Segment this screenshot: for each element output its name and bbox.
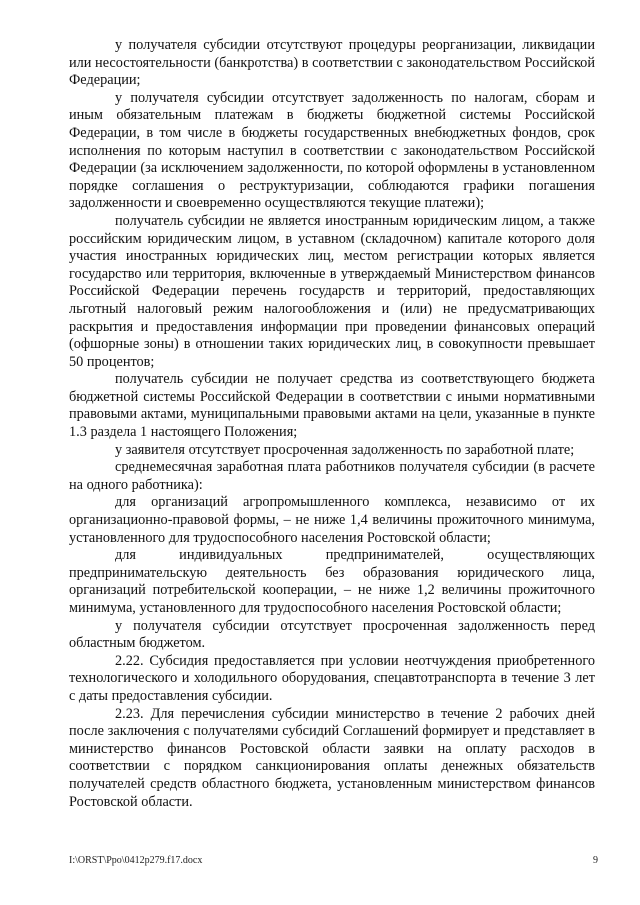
paragraph-agro-organizations: для организаций агропромышленного комплекса, независимо от их организационно-правовой формы, – не ниже 1,4 величины прожиточного минимума, установленного для трудоспособного населения Ростовской области; (69, 494, 595, 546)
paragraph-clause-2-22: 2.22. Субсидия предоставляется при условии неотчуждения приобретенного технологического и холодильного оборудования, спецавтотранспорта в течение 3 лет с даты предоставления субсидии. (69, 652, 595, 704)
document-body (69, 37, 595, 811)
paragraph-no-regional-debt: у получателя субсидии отсутствует просроченная задолженность перед областным бюджетом. (69, 617, 595, 652)
footer-page-number: 9 (593, 855, 598, 866)
footer-file-path: I:\ORST\Ppo\0412p279.f17.docx (69, 855, 203, 866)
paragraph-no-wage-arrears: у заявителя отсутствует просроченная задолженность по заработной плате; (115, 441, 575, 458)
paragraph-individual-entrepreneurs: для индивидуальных предпринимателей, осуществляющих предпринимательскую деятельность без образования юридического лица, организаций потребительской кооперации, – не ниже 1,2 величины прожиточного минимума, установленного для трудоспособного населения Ростовской области; (69, 547, 595, 616)
paragraph-no-reorganization: у получателя субсидии отсутствуют процедуры реорганизации, ликвидации или несостоятельности (банкротства) в соответствии с законодательством Российской Федерации; (69, 37, 595, 89)
paragraph-no-other-budget-funds: получатель субсидии не получает средства из соответствующего бюджета бюджетной системы Российской Федерации в соответствии с иными нормативными правовыми актами, муниципальными правовыми актами на цели, указанные в пункте 1.3 раздела 1 настоящего Положения; (69, 371, 595, 441)
paragraph-no-tax-debt: у получателя субсидии отсутствует задолженность по налогам, сборам и иным обязательным платежам в бюджеты бюджетной системы Российской Федерации, в том числе в бюджеты государственных внебюджетных фондов, срок исполнения по которым наступил в соответствии с законодательством Российской Федерации (за исключением задолженности, по которой оформлены в установленном порядке соглашения о реструктуризации, соблюдаются графики погашения задолженности и своевременно осуществляются текущие платежи); (69, 89, 595, 212)
paragraph-average-wage: среднемесячная заработная плата работников получателя субсидии (в расчете на одного работника): (69, 459, 595, 493)
paragraph-not-foreign-entity: получатель субсидии не является иностранным юридическим лицом, а также российским юридическим лицом, в уставном (складочном) капитале которого доля участия иностранных юридических лиц, местом регистрации которых является государство или территория, включенные в утверждаемый Министерством финансов Российской Федерации перечень государств и территорий, предоставляющих льготный налоговый режим налогообложения и (или) не предусматривающих раскрытия и предоставления информации при проведении финансовых операций (офшорные зоны) в отношении таких юридических лиц, в совокупности превышает 50 процентов; (69, 212, 595, 370)
paragraph-clause-2-23: 2.23. Для перечисления субсидии министерство в течение 2 рабочих дней после заключения с получателями субсидий Соглашений формирует и представляет в министерство финансов Ростовской области заявки на оплату расходов в соответствии с порядком санкционирования оплаты денежных обязательств получателей средств областного бюджета, установленным министерством финансов Ростовской области. (69, 705, 595, 810)
